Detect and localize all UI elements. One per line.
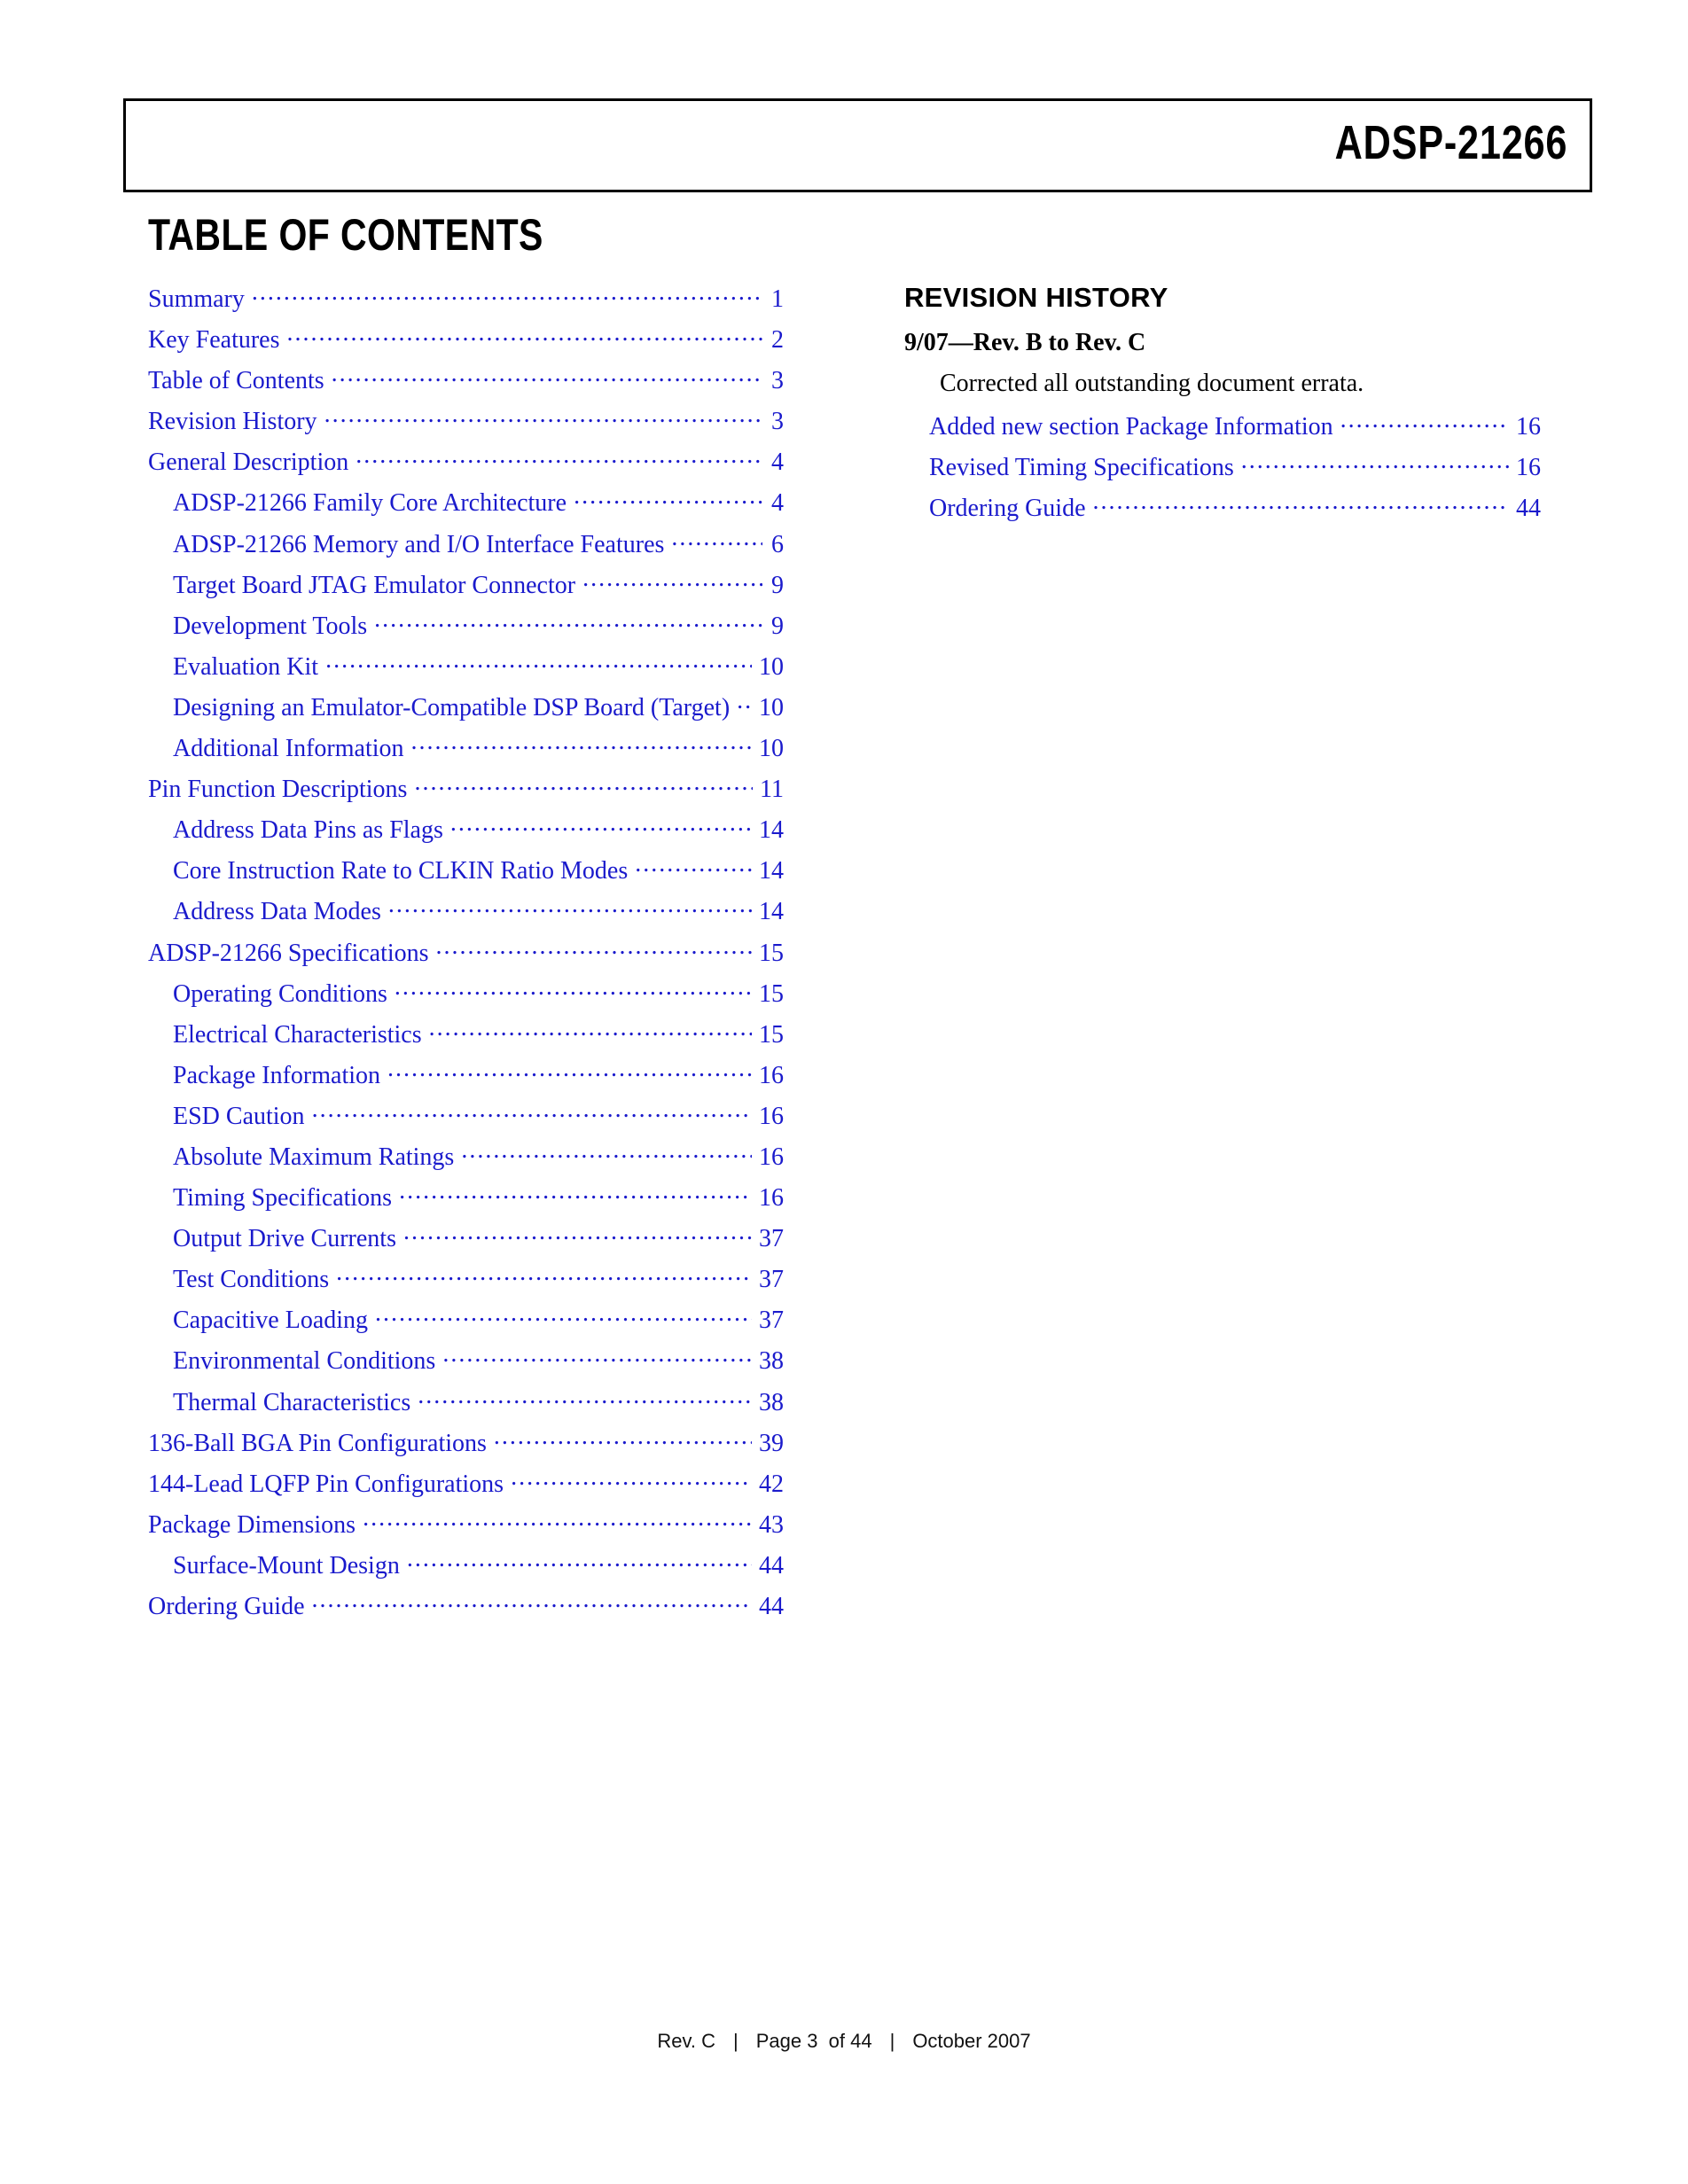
toc-entry-page: 44 — [759, 1593, 784, 1620]
toc-entry-link[interactable] — [929, 410, 1541, 450]
dot-leader — [356, 445, 762, 470]
toc-entry-title: Electrical Characteristics — [173, 1020, 422, 1049]
toc-entry-page: 1 — [771, 285, 784, 313]
toc-entry-link[interactable] — [148, 282, 784, 323]
toc-entry-page: 15 — [759, 939, 784, 967]
toc-entry-link[interactable] — [148, 363, 784, 404]
toc-entry-link[interactable] — [148, 1426, 784, 1467]
toc-entry-page: 37 — [759, 1306, 784, 1335]
toc-entry-title: Package Dimensions — [148, 1510, 356, 1539]
toc-entry-page: 14 — [759, 857, 784, 885]
toc-entry-link[interactable] — [148, 1058, 784, 1099]
toc-entry-title: Table of Contents — [148, 367, 324, 395]
toc-entry-link[interactable] — [148, 609, 784, 650]
toc-entry-page: 16 — [1516, 413, 1541, 441]
toc-entry-page: 3 — [771, 408, 784, 436]
toc-entry-page: 42 — [759, 1470, 784, 1498]
toc-entry-link[interactable] — [148, 977, 784, 1018]
toc-entry-title: Development Tools — [173, 612, 368, 640]
dot-leader — [418, 1385, 752, 1410]
toc-entry-title: Ordering Guide — [929, 495, 1086, 523]
toc-entry-page: 15 — [759, 1020, 784, 1049]
toc-heading: TABLE OF CONTENTS — [148, 210, 543, 260]
dot-leader — [436, 936, 752, 961]
toc-entry-page: 39 — [759, 1429, 784, 1457]
toc-entry-title: Ordering Guide — [148, 1593, 305, 1620]
dot-leader — [429, 1018, 752, 1042]
toc-entry-link[interactable] — [148, 527, 784, 568]
footer-separator: | — [732, 2030, 738, 2052]
product-title: ADSP-21266 — [1334, 116, 1567, 169]
toc-entry-link[interactable] — [148, 1548, 784, 1589]
dot-leader — [388, 894, 752, 919]
toc-entry-link[interactable] — [148, 568, 784, 609]
toc-entry-title: Additional Information — [173, 735, 404, 763]
toc-entry-link[interactable] — [148, 323, 784, 363]
toc-entry-title: Test Conditions — [173, 1266, 330, 1294]
dot-leader — [442, 1344, 752, 1369]
toc-entry-link[interactable] — [148, 1303, 784, 1344]
dot-leader — [387, 1058, 752, 1083]
toc-entry-link[interactable] — [148, 404, 784, 445]
toc-entry-link[interactable] — [148, 854, 784, 894]
toc-entry-link[interactable] — [148, 894, 784, 935]
toc-entry-page: 14 — [759, 898, 784, 926]
toc-entry-page: 9 — [771, 612, 784, 640]
dot-leader — [324, 404, 762, 429]
toc-entry-page: 16 — [759, 1061, 784, 1089]
toc-entry-page: 10 — [759, 652, 784, 681]
dot-leader — [399, 1181, 752, 1205]
toc-entry-link[interactable] — [148, 1508, 784, 1548]
dot-leader — [1340, 410, 1509, 434]
toc-entry-title: Evaluation Kit — [173, 652, 319, 681]
dot-leader — [511, 1467, 752, 1492]
toc-entry-link[interactable] — [148, 650, 784, 690]
dot-leader — [403, 1221, 752, 1246]
toc-entry-link[interactable] — [148, 486, 784, 526]
toc-entry-link[interactable] — [148, 1344, 784, 1384]
toc-entry-title: Capacitive Loading — [173, 1306, 369, 1335]
dot-leader — [312, 1099, 752, 1124]
revision-note: Corrected all outstanding document errata. — [940, 370, 1364, 397]
dot-leader — [325, 650, 752, 675]
toc-entry-title: Designing an Emulator-Compatible DSP Board (Target) — [173, 693, 731, 722]
toc-entry-title: 144-Lead LQFP Pin Configurations — [148, 1470, 504, 1498]
toc-entry-link[interactable] — [148, 1262, 784, 1303]
toc-entry-title: Summary — [148, 285, 245, 313]
toc-entry-link[interactable] — [148, 731, 784, 772]
header-box — [123, 98, 1592, 192]
toc-entry-title: Address Data Pins as Flags — [173, 816, 443, 845]
toc-entry-link[interactable] — [148, 1385, 784, 1426]
toc-entry-page: 14 — [759, 816, 784, 845]
dot-leader — [252, 282, 762, 307]
toc-entry-page: 4 — [771, 448, 784, 477]
toc-entry-page: 10 — [759, 735, 784, 763]
toc-entry-title: Absolute Maximum Ratings — [173, 1143, 455, 1171]
toc-entry-page: 4 — [771, 489, 784, 518]
dot-leader — [461, 1140, 752, 1165]
toc-entry-page: 6 — [771, 530, 784, 558]
toc-entry-title: Timing Specifications — [173, 1184, 393, 1213]
toc-entry-title: Added new section Package Information — [929, 413, 1333, 441]
dot-leader — [374, 609, 762, 634]
toc-entry-link[interactable] — [148, 1467, 784, 1508]
toc-entry-title: Core Instruction Rate to CLKIN Ratio Modes — [173, 857, 629, 885]
toc-entry-page: 9 — [771, 571, 784, 599]
toc-entry-page: 16 — [759, 1184, 784, 1213]
toc-entry-link[interactable] — [929, 450, 1541, 491]
toc-entry-link[interactable] — [148, 1589, 784, 1630]
toc-entry-link[interactable] — [148, 445, 784, 486]
toc-entry-page: 11 — [760, 776, 784, 804]
footer-separator: | — [889, 2030, 895, 2052]
dot-leader — [395, 977, 752, 1002]
toc-entry-title: Revised Timing Specifications — [929, 454, 1234, 482]
dot-leader — [287, 323, 762, 347]
dot-leader — [1241, 450, 1509, 475]
toc-entry-page: 38 — [759, 1388, 784, 1416]
footer-revision: Rev. C — [657, 2030, 715, 2052]
toc-entry-title: Environmental Conditions — [173, 1347, 436, 1376]
toc-entry-page: 37 — [759, 1266, 784, 1294]
dot-leader — [332, 363, 762, 388]
toc-list — [148, 282, 784, 1630]
toc-entry-page: 16 — [759, 1102, 784, 1130]
dot-leader — [411, 731, 752, 756]
toc-entry-title: Operating Conditions — [173, 979, 387, 1008]
toc-entry-title: ESD Caution — [173, 1102, 305, 1130]
dot-leader — [336, 1262, 752, 1287]
toc-entry-page: 43 — [759, 1510, 784, 1539]
toc-entry-title: Pin Function Descriptions — [148, 776, 408, 804]
toc-entry-title: Address Data Modes — [173, 898, 381, 926]
toc-entry-page: 10 — [759, 693, 784, 722]
dot-leader — [671, 527, 762, 552]
dot-leader — [375, 1303, 752, 1328]
toc-entry-page: 37 — [759, 1225, 784, 1253]
toc-entry-page: 3 — [771, 367, 784, 395]
footer-date: October 2007 — [912, 2030, 1031, 2052]
toc-entry-page: 38 — [759, 1347, 784, 1376]
toc-entry-page: 2 — [771, 326, 784, 355]
toc-entry-page: 44 — [759, 1551, 784, 1580]
toc-entry-link[interactable] — [148, 772, 784, 813]
footer-page-number: Page 3 of 44 — [755, 2030, 872, 2052]
toc-entry-title: Target Board JTAG Emulator Connector — [173, 571, 576, 599]
dot-leader — [737, 690, 752, 715]
toc-entry-title: Thermal Characteristics — [173, 1388, 411, 1416]
toc-entry-title: Package Information — [173, 1061, 381, 1089]
toc-entry-page: 15 — [759, 979, 784, 1008]
toc-entry-page: 44 — [1516, 495, 1541, 523]
toc-entry-title: Surface-Mount Design — [173, 1551, 400, 1580]
revision-subheading: 9/07—Rev. B to Rev. C — [904, 329, 1146, 356]
toc-entry-link[interactable] — [148, 1140, 784, 1181]
toc-entry-link[interactable] — [148, 1221, 784, 1262]
toc-entry-page: 16 — [759, 1143, 784, 1171]
dot-leader — [312, 1589, 752, 1614]
toc-entry-link[interactable] — [148, 1181, 784, 1221]
dot-leader — [635, 854, 752, 878]
toc-entry-title: General Description — [148, 448, 349, 477]
dot-leader — [1093, 491, 1509, 516]
toc-entry-title: ADSP-21266 Family Core Architecture — [173, 489, 567, 518]
revision-history-heading: REVISION HISTORY — [904, 282, 1168, 313]
dot-leader — [582, 568, 762, 593]
toc-entry-page: 16 — [1516, 454, 1541, 482]
toc-entry-link[interactable] — [148, 1018, 784, 1058]
dot-leader — [363, 1508, 752, 1533]
toc-entry-link[interactable] — [148, 813, 784, 854]
toc-entry-title: Revision History — [148, 408, 317, 436]
toc-entry-title: Output Drive Currents — [173, 1225, 396, 1253]
dot-leader — [574, 486, 762, 511]
dot-leader — [450, 813, 752, 838]
page-footer — [0, 2030, 1688, 2053]
toc-entry-title: ADSP-21266 Specifications — [148, 939, 429, 967]
toc-entry-link[interactable] — [148, 1099, 784, 1140]
dot-leader — [494, 1426, 752, 1451]
toc-entry-title: ADSP-21266 Memory and I/O Interface Features — [173, 530, 665, 558]
toc-entry-link[interactable] — [929, 491, 1541, 532]
dot-leader — [414, 772, 753, 797]
toc-entry-title: 136-Ball BGA Pin Configurations — [148, 1429, 487, 1457]
revision-list — [929, 410, 1541, 532]
dot-leader — [407, 1548, 752, 1573]
toc-entry-title: Key Features — [148, 326, 280, 355]
toc-entry-link[interactable] — [148, 690, 784, 731]
toc-entry-link[interactable] — [148, 936, 784, 977]
